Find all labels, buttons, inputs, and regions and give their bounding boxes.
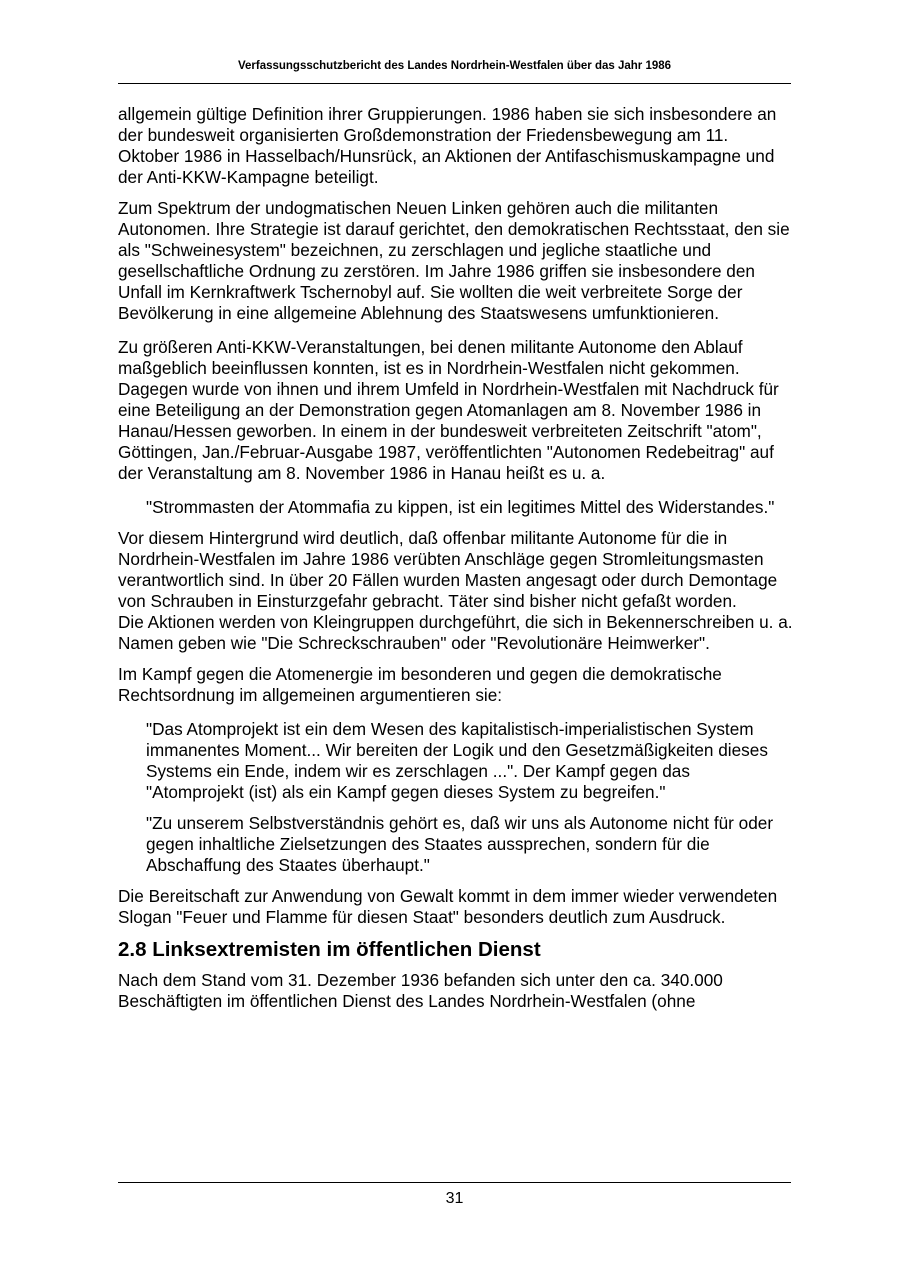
page-header: Verfassungsschutzbericht des Landes Nordrhein-Westfalen über das Jahr 1986: [118, 60, 791, 84]
page-number: 31: [445, 1190, 464, 1207]
paragraph-1: allgemein gültige Definition ihrer Gruppierungen. 1986 haben sie sich insbesondere an der bundesweit organisierten Großdemonstration der Friedensbewegung am 11. Oktober 1986 in Hasselbach/Hunsrück, an Aktionen der Antifaschismuskampagne und der Anti-KKW-Kampagne beteiligt.: [118, 104, 777, 187]
paragraph-5: Die Aktionen werden von Kleingruppen durchgeführt, die sich in Bekennerschreiben u. a. Namen geben wie "Die Schreckschrauben" oder "Revolutionäre Heimwerker".: [118, 612, 793, 653]
quote-1: "Strommasten der Atommafia zu kippen, ist ein legitimes Mittel des Widerstandes.": [146, 497, 775, 517]
paragraph-4: Vor diesem Hintergrund wird deutlich, daß offenbar militante Autonome für die in Nordrhein-Westfalen im Jahre 1986 verübten Anschläge gegen Stromleitungsmasten verantwortlich sind. In über 20 Fällen wurden Masten angesagt oder durch Demontage von Schrauben in Einsturzgefahr gebracht. Täter sind bisher nicht gefaßt worden.: [118, 528, 778, 611]
paragraph-2: Zum Spektrum der undogmatischen Neuen Linken gehören auch die militanten Autonomen. Ihre Strategie ist darauf gerichtet, den demokratischen Rechtsstaat, den sie als "Schweinesystem" bezeichnen, zu zerschlagen und jegliche staatliche und gesellschaftliche Ordnung zu zerstören. Im Jahre 1986 griffen sie insbesondere den Unfall im Kernkraftwerk Tschernobyl auf. Sie wollten die weit verbreitete Sorge der Bevölkerung in eine allgemeine Ablehnung des Staatswesens umfunktionieren.: [118, 198, 790, 323]
paragraph-8: Nach dem Stand vom 31. Dezember 1936 befanden sich unter den ca. 340.000 Beschäftigten im öffentlichen Dienst des Landes Nordrhein-Westfalen (ohne: [118, 970, 723, 1011]
footer-divider: [118, 1182, 791, 1183]
paragraph-3: Zu größeren Anti-KKW-Veranstaltungen, bei denen militante Autonome den Ablauf maßgeblich beeinflussen konnten, ist es in Nordrhein-Westfalen nicht gekommen. Dagegen wurde von ihnen und ihrem Umfeld in Nordrhein-Westfalen mit Nachdruck für eine Beteiligung an der Demonstration gegen Atomanlagen am 8. November 1986 in Hanau/Hessen geworben. In einem in der bundesweit verbreiteten Zeitschrift "atom", Göttingen, Jan./Februar-Ausgabe 1987, veröffentlichten "Autonomen Redebeitrag" auf der Veranstaltung am 8. November 1986 in Hanau heißt es u. a.: [118, 337, 779, 483]
quote-3: "Zu unserem Selbstverständnis gehört es, daß wir uns als Autonome nicht für oder gegen inhaltliche Zielsetzungen des Staates aussprechen, sondern für die Abschaffung des Staates überhaupt.": [146, 813, 774, 875]
quote-2: "Das Atomprojekt ist ein dem Wesen des kapitalistisch-imperialistischen System immanentes Moment... Wir bereiten der Logik und den Gesetzmäßigkeiten dieses Systems ein Ende, indem wir es zerschlagen ...". Der Kampf gegen das "Atomprojekt (ist) als ein Kampf gegen dieses System zu begreifen.": [146, 719, 768, 802]
section-heading: 2.8 Linksextremisten im öffentlichen Dienst: [118, 938, 541, 961]
paragraph-6: Im Kampf gegen die Atomenergie im besonderen und gegen die demokratische Rechtsordnung im allgemeinen argumentieren sie:: [118, 664, 722, 705]
paragraph-7: Die Bereitschaft zur Anwendung von Gewalt kommt in dem immer wieder verwendeten Slogan "Feuer und Flamme für diesen Staat" besonders deutlich zum Ausdruck.: [118, 886, 778, 927]
document-body: [118, 104, 793, 1022]
